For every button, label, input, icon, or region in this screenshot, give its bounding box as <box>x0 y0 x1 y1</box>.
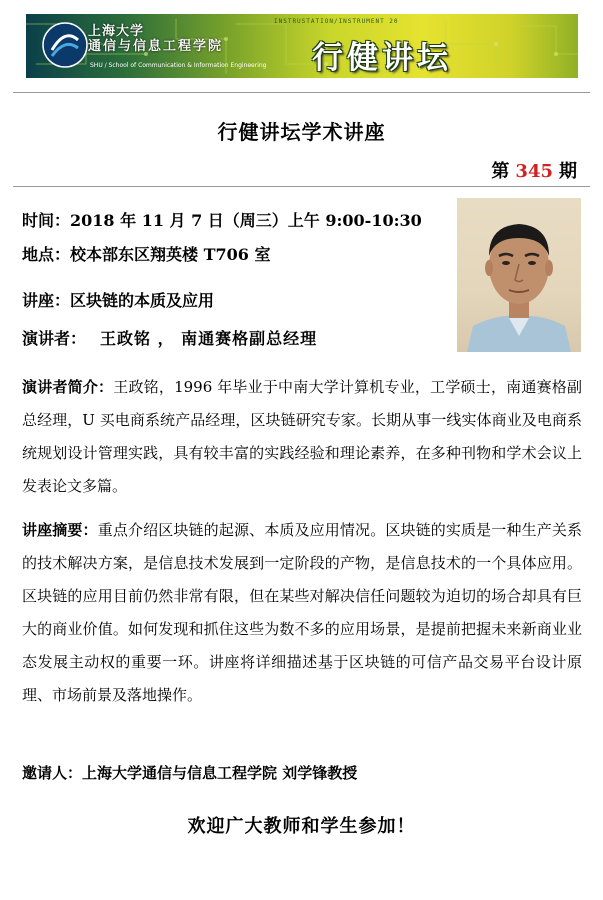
time-value: 2018 年 11 月 7 日（周三）上午 9:00-10:30 <box>70 211 422 230</box>
issue-number-value: 345 <box>515 161 553 182</box>
topic-row <box>22 288 214 311</box>
abstract-label: 讲座摘要： <box>22 521 98 539</box>
page-title: 行健讲坛学术讲座 <box>217 120 386 144</box>
university-name <box>88 24 223 54</box>
divider-top <box>13 92 590 93</box>
bio-label: 演讲者简介： <box>22 378 114 396</box>
place-row <box>22 242 270 265</box>
issue-number <box>491 157 577 183</box>
abstract-text: 重点介绍区块链的起源、本质及应用情况。区块链的实质是一种生产关系的技术解决方案，是信息技术发展到一定阶段的产物，是信息技术的一个具体应用。区块链的应用目前仍然非常有限，但在某些对解决信任问题较为迫切的场合却具有巨大的商业价值。如何发现和抓住这些为数不多的应用场景，是提前把握未来新商业业态发展主动权的重要一环。讲座将详细描述基于区块链的可信产品交易平台设计原理、市场前景及落地操作。 <box>22 521 582 704</box>
time-label: 时间： <box>22 211 71 230</box>
issue-prefix: 第 <box>491 161 510 182</box>
speaker-label: 演讲者： <box>22 329 87 348</box>
place-value: 校本部东区翔英楼 T706 室 <box>70 245 271 264</box>
banner-tiny-text: INSTRUSTATION/INSTRUMENT 20 <box>274 18 399 25</box>
speaker-value: 王政铭 ， 南通赛格副总经理 <box>100 329 318 348</box>
speaker-photo <box>457 198 581 352</box>
lecture-abstract <box>22 514 582 712</box>
forum-name: 行健讲坛 <box>312 40 452 76</box>
issue-suffix: 期 <box>559 161 577 182</box>
inviter: 邀请人：上海大学通信与信息工程学院 刘学锋教授 <box>22 764 358 782</box>
bio-text: 王政铭，1996 年毕业于中南大学计算机专业，工学硕士，南通赛格副总经理，U 买电商系统产品经理，区块链研究专家。长期从事一线实体商业及电商系统规划设计管理实践，具有较丰富的实践经验和理论素养，在多种刊物和学术会议上发表论文多篇。 <box>22 378 582 495</box>
speaker-bio <box>22 371 582 503</box>
university-cn: 上海大学 <box>88 24 145 39</box>
divider-middle <box>13 186 590 187</box>
shu-logo-icon <box>40 20 90 70</box>
time-row <box>22 208 422 231</box>
topic-value: 区块链的本质及应用 <box>70 291 215 310</box>
welcome-message: 欢迎广大教师和学生参加！ <box>187 816 416 837</box>
speaker-portrait-icon <box>457 198 581 352</box>
school-en: SHU / School of Communication & Information Engineering <box>90 62 267 69</box>
header-banner <box>26 14 578 78</box>
school-cn: 通信与信息工程学院 <box>88 39 224 54</box>
topic-label: 讲座： <box>22 291 71 310</box>
speaker-row <box>22 326 317 349</box>
place-label: 地点： <box>22 245 71 264</box>
